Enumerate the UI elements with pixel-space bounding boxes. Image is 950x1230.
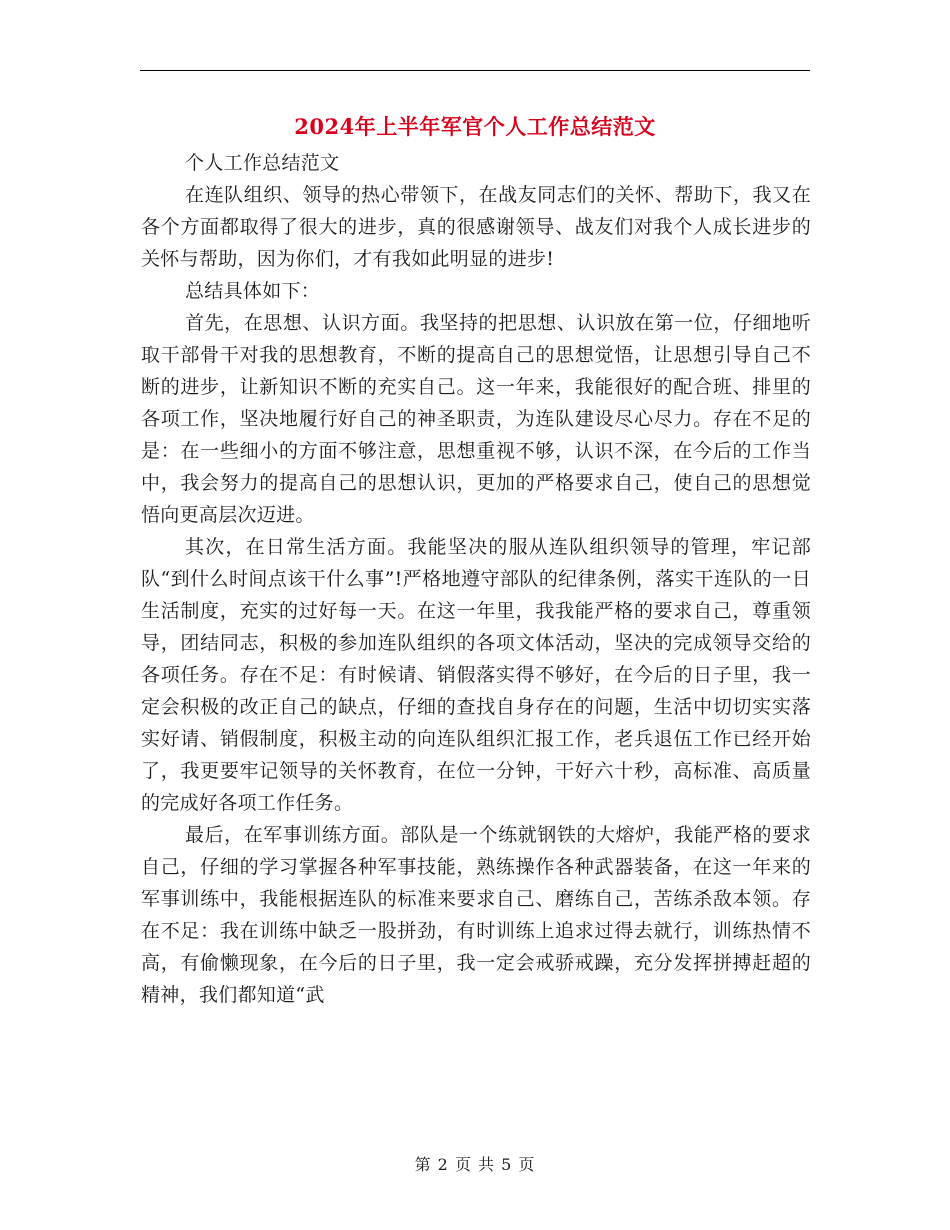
paragraph-intro: 在连队组织、领导的热心带领下，在战友同志们的关怀、帮助下，我又在各个方面都取得了很大的进步，真的很感谢领导、战友们对我个人成长进步的关怀与帮助，因为你们，才有我如此明显的进步! (141, 184, 811, 270)
document-title: 2024年上半年军官个人工作总结范文 (294, 114, 656, 139)
document-body (141, 147, 811, 1011)
page-number-footer: 第 2 页 共 5 页 (414, 1155, 536, 1174)
paragraph-thought: 首先，在思想、认识方面。我坚持的把思想、认识放在第一位，仔细地听取干部骨干对我的思想教育，不断的提高自己的思想觉悟，让思想引导自己不断的进步，让新知识不断的充实自己。这一年来，我能很好的配合班、排里的各项工作，坚决地履行好自己的神圣职责，为连队建设尽心尽力。存在不足的是：在一些细小的方面不够注意，思想重视不够，认识不深，在今后的工作当中，我会努力的提高自己的思想认识，更加的严格要求自己，使自己的思想觉悟向更高层次迈进。 (141, 312, 811, 526)
paragraph-daily-life: 其次，在日常生活方面。我能坚决的服从连队组织领导的管理，牢记部队“到什么时间点该干什么事”!严格地遵守部队的纪律条例，落实干连队的一日生活制度，充实的过好每一天。在这一年里，我我能严格的要求自己，尊重领导，团结同志，积极的参加连队组织的各项文体活动，坚决的完成领导交给的各项任务。存在不足：有时候请、销假落实得不够好，在今后的日子里，我一定会积极的改正自己的缺点，仔细的查找自身存在的问题，生活中切切实实落实好请、销假制度，积极主动的向连队组织汇报工作，老兵退伍工作已经开始了，我更要牢记领导的关怀教育，在位一分钟，干好六十秒，高标准、高质量的完成好各项工作任务。 (141, 536, 811, 814)
paragraph-summary-lead: 总结具体如下： (185, 280, 321, 302)
paragraph-subtitle: 个人工作总结范文 (185, 152, 340, 174)
header-rule (140, 70, 810, 71)
paragraph-military-training: 最后，在军事训练方面。部队是一个练就钢铁的大熔炉，我能严格的要求自己，仔细的学习掌握各种军事技能，熟练操作各种武器装备，在这一年来的军事训练中，我能根据连队的标准来要求自己、磨练自己，苦练杀敌本领。存在不足：我在训练中缺乏一股拼劲，有时训练上追求过得去就行，训练热情不高，有偷懒现象，在今后的日子里，我一定会戒骄戒躁，充分发挥拼搏赶超的精神，我们都知道“武 (141, 824, 811, 1006)
